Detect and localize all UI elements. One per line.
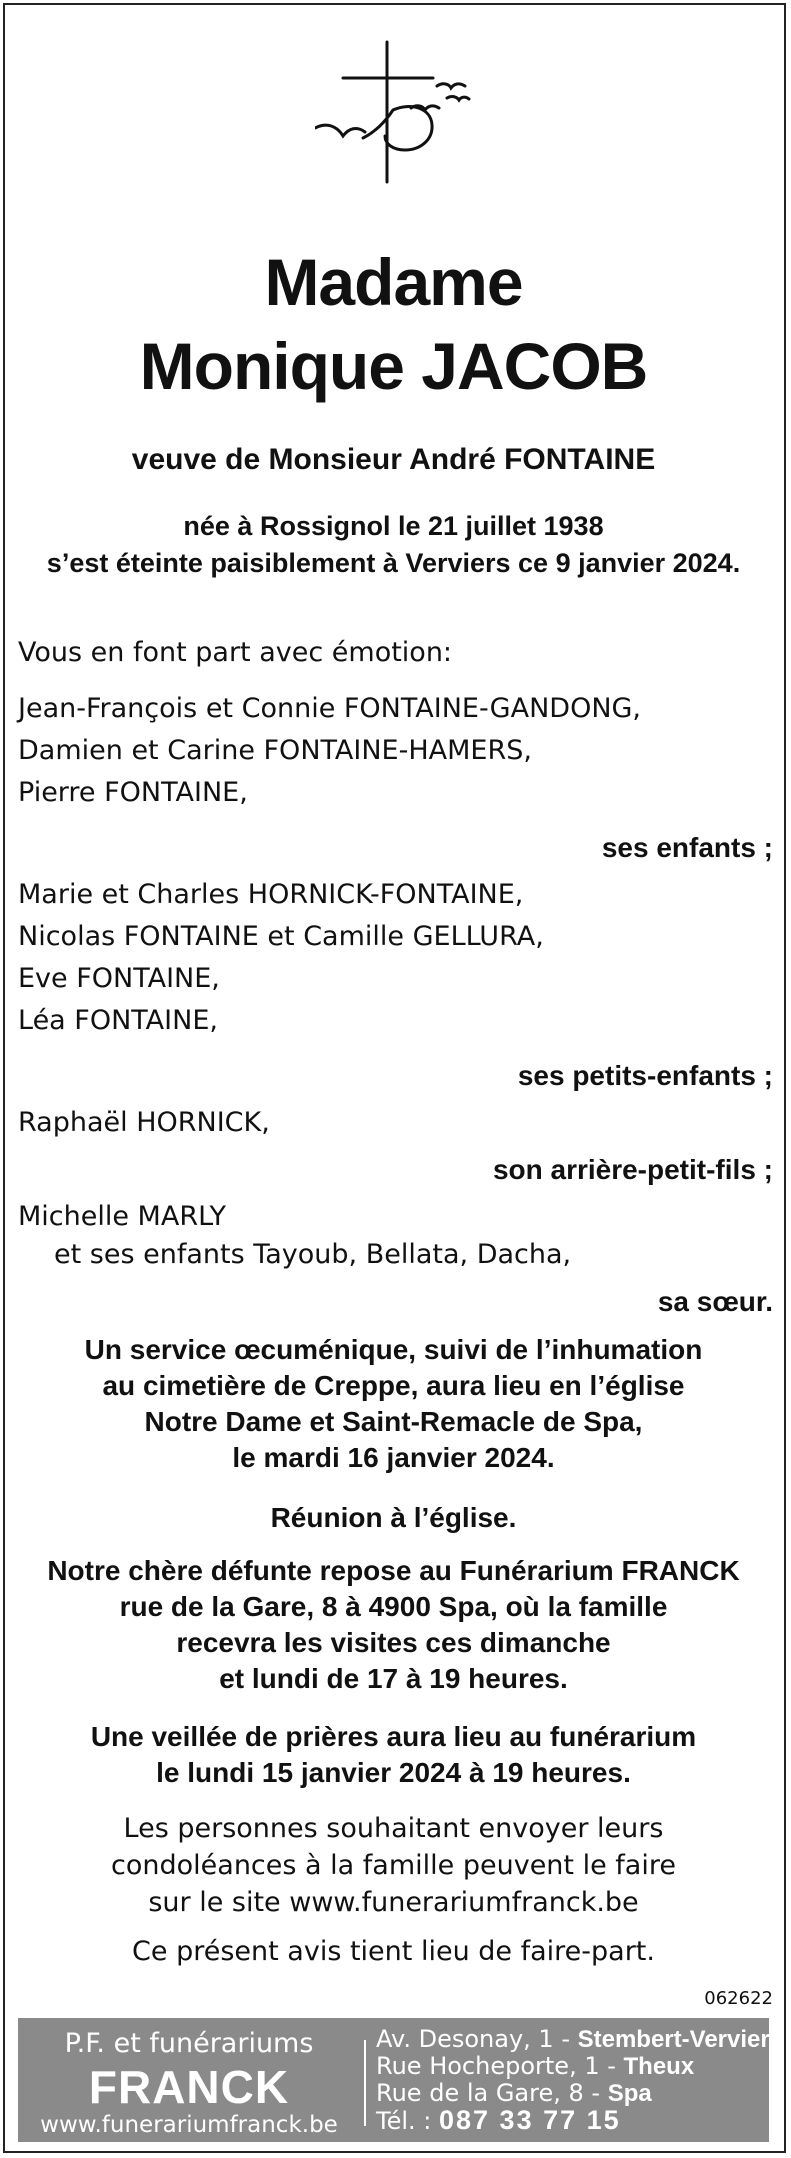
deceased-name: Monique JACOB — [139, 329, 648, 403]
child-1: Jean-François et Connie FONTAINE-GANDONG, — [18, 693, 642, 724]
title-line1: Madame — [264, 245, 523, 319]
grandchildren-label: ses petits-enfants ; — [517, 1060, 773, 1091]
great-grandchild-1: Raphaël HORNICK, — [18, 1107, 270, 1138]
sister-2: et ses enfants Tayoub, Bellata, Dacha, — [54, 1239, 572, 1270]
funeral-home-addresses — [376, 2025, 784, 2135]
funeral-home-website: www.funerariumfranck.be — [40, 2112, 338, 2138]
intro: Vous en font part avec émotion: — [18, 637, 453, 668]
repose-line: Notre chère défunte repose au Funérarium FRANCK — [47, 1555, 740, 1586]
funeral-home-footer — [18, 2018, 784, 2142]
telephone-line — [376, 2107, 766, 2135]
funeral-home-pf: P.F. et funérariums — [64, 2028, 314, 2059]
service-line: le mardi 16 janvier 2024. — [232, 1442, 555, 1473]
birth-death — [0, 508, 787, 582]
telephone-number: 087 33 77 15 — [439, 2105, 621, 2135]
meeting: Réunion à l’église. — [270, 1502, 517, 1533]
address-line-3 — [376, 2080, 766, 2107]
address-street: Av. Desonay, 1 - — [376, 2025, 578, 2053]
cross-sun-birds-icon — [315, 40, 475, 190]
address-city: Spa — [607, 2080, 652, 2107]
notice: Ce présent avis tient lieu de faire-part. — [132, 1936, 655, 1967]
funeral-home-branding — [18, 2018, 360, 2142]
grandchild-3: Eve FONTAINE, — [18, 963, 220, 994]
child-3: Pierre FONTAINE, — [18, 777, 248, 808]
deceased-title — [0, 240, 787, 408]
birth-line: née à Rossignol le 21 juillet 1938 — [183, 511, 604, 541]
children-label: ses enfants ; — [601, 832, 773, 863]
death-line: s’est éteinte paisiblement à Verviers ce 9 janvier 2024. — [46, 548, 741, 578]
reference-number: 062622 — [704, 1988, 773, 2009]
service-line: Un service œcuménique, suivi de l’inhumation — [84, 1334, 703, 1365]
sister-1: Michelle MARLY — [18, 1201, 227, 1232]
address-street: Rue de la Gare, 8 - — [376, 2079, 608, 2107]
funeral-home-brand: FRANCK — [88, 2061, 290, 2113]
telephone-label: Tél. : — [376, 2107, 439, 2135]
great-grandchildren-label: son arrière-petit-fils ; — [492, 1154, 773, 1185]
condolences-line: condoléances à la famille peuvent le faire — [111, 1850, 676, 1881]
child-2: Damien et Carine FONTAINE-HAMERS, — [18, 735, 532, 766]
condolences-paragraph — [0, 1810, 787, 1921]
service-line: au cimetière de Creppe, aura lieu en l’église — [102, 1370, 685, 1401]
repose-line: rue de la Gare, 8 à 4900 Spa, où la famille — [119, 1591, 668, 1622]
sister-label: sa sœur. — [657, 1286, 773, 1317]
widow-of: veuve de Monsieur André FONTAINE — [131, 443, 656, 476]
grandchild-4: Léa FONTAINE, — [18, 1005, 218, 1036]
grandchild-1: Marie et Charles HORNICK-FONTAINE, — [18, 879, 524, 910]
address-city: Theux — [623, 2053, 695, 2080]
address-line-2 — [376, 2053, 766, 2080]
address-street: Rue Hocheporte, 1 - — [376, 2052, 624, 2080]
vigil-paragraph — [0, 1719, 787, 1791]
service-line: Notre Dame et Saint-Remacle de Spa, — [144, 1406, 643, 1437]
vigil-line: Une veillée de prières aura lieu au funérarium — [90, 1721, 697, 1752]
address-line-1 — [376, 2025, 784, 2053]
vigil-line: le lundi 15 janvier 2024 à 19 heures. — [156, 1757, 631, 1788]
condolences-line: sur le site www.funerariumfranck.be — [148, 1887, 639, 1918]
address-city: Stembert-Verviers — [577, 2026, 784, 2053]
repose-paragraph — [0, 1553, 787, 1697]
footer-divider — [364, 2040, 366, 2126]
repose-line: recevra les visites ces dimanche — [176, 1627, 611, 1658]
service-paragraph — [0, 1332, 787, 1476]
repose-line: et lundi de 17 à 19 heures. — [219, 1663, 568, 1694]
condolences-line: Les personnes souhaitant envoyer leurs — [123, 1813, 664, 1844]
grandchild-2: Nicolas FONTAINE et Camille GELLURA, — [18, 921, 544, 952]
